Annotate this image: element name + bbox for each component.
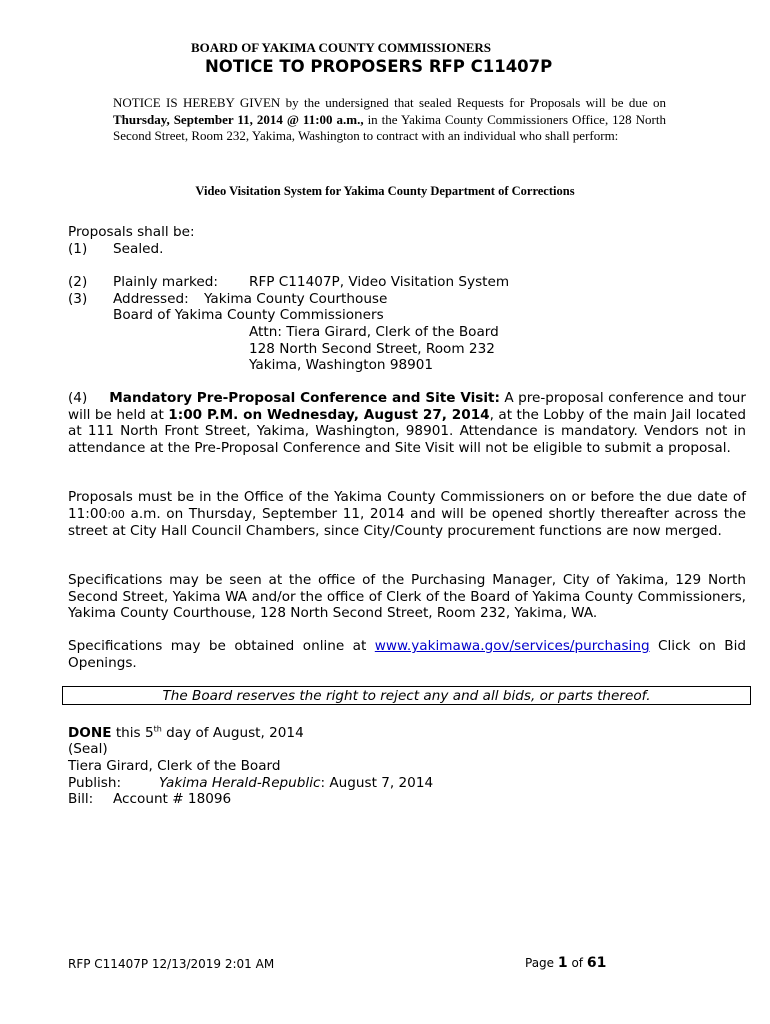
- page-of-label: of: [567, 956, 587, 970]
- publish-value: [159, 775, 433, 792]
- specs-seen-paragraph: Specifications may be seen at the office of the Purchasing Manager, City of Yakima, 129 North Second Street, Yakima WA and/or the office of Clerk of the Board of Yakima County Commissioners, Yakima County Courthouse, 128 North Second Street, Room 232, Yakima, WA.: [68, 572, 746, 622]
- due-paragraph: [68, 489, 746, 540]
- address-line-2: Board of Yakima County Commissioners: [113, 307, 384, 323]
- proposals-heading: Proposals shall be:: [68, 224, 195, 240]
- intro-due-date: Thursday, September 11, 2014 @ 11:00 a.m.,: [113, 111, 364, 127]
- item-4-text-1: A pre-proposal conference and tour will be held at: [68, 390, 746, 423]
- clerk-line: Tiera Girard, Clerk of the Board: [68, 758, 281, 774]
- seal-line: (Seal): [68, 741, 108, 757]
- specs-online-text-1: Specifications may be obtained online at: [68, 638, 375, 654]
- reservation-notice-box: [62, 686, 751, 705]
- item-2-label: Plainly marked:: [113, 274, 218, 290]
- page-title: NOTICE TO PROPOSERS RFP C11407P: [205, 57, 553, 76]
- publish-date: : August 7, 2014: [320, 775, 434, 791]
- page-current: 1: [557, 955, 568, 971]
- intro-text-2: in the Yakima County Commissioners Office, 128 North Second Street, Room 232, Yakima, Washington to contract with an individual who shall perform:: [113, 111, 666, 143]
- item-2-number: (2): [68, 274, 88, 290]
- due-text-small: :00: [107, 507, 125, 521]
- bill-value: Account # 18096: [113, 791, 232, 807]
- purchasing-link[interactable]: www.yakimawa.gov/services/purchasing: [374, 638, 650, 654]
- item-2-value: RFP C11407P, Video Visitation System: [249, 274, 510, 290]
- due-text-2: a.m. on Thursday, September 11, 2014 and will be opened shortly thereafter across the street at City Hall Council Chambers, since City/County procurement functions are now merged.: [68, 505, 746, 540]
- address-line-5: Yakima, Washington 98901: [249, 357, 434, 373]
- done-text-1: this 5: [111, 725, 154, 741]
- item-4-text-2: , at the Lobby of the main Jail located at 111 North Front Street, Yakima, Washington, 98901. Attendance is mandatory. Vendors not in attendance at the Pre-Proposal Conference and Site Visit will not be eligible to submit a proposal.: [68, 406, 746, 456]
- footer-document-id: RFP C11407P 12/13/2019 2:01 AM: [68, 957, 275, 971]
- page-label: Page: [525, 956, 558, 970]
- address-line-1: Yakima County Courthouse: [204, 291, 388, 307]
- intro-paragraph: [113, 95, 666, 145]
- item-3-number: (3): [68, 291, 88, 307]
- done-line: [68, 725, 304, 742]
- footer-page-number: [525, 955, 606, 972]
- item-4-paragraph: [68, 390, 746, 456]
- publish-label: Publish:: [68, 775, 122, 791]
- specs-online-text-2: Click on Bid Openings.: [68, 638, 746, 671]
- item-4-time: 1:00 P.M. on Wednesday, August 27, 2014: [168, 406, 490, 423]
- board-name: BOARD OF YAKIMA COUNTY COMMISSIONERS: [191, 40, 491, 55]
- project-title: Video Visitation System for Yakima County Department of Corrections: [195, 184, 575, 198]
- publish-paper: Yakima Herald-Republic: [159, 775, 321, 791]
- page-total: 61: [586, 955, 607, 971]
- reservation-notice: The Board reserves the right to reject any and all bids, or parts thereof.: [162, 688, 651, 704]
- item-3-label: Addressed:: [113, 291, 189, 307]
- intro-text-1: NOTICE IS HEREBY GIVEN by the undersigned that sealed Requests for Proposals will be due on: [113, 95, 666, 110]
- specs-online-paragraph: [68, 638, 746, 671]
- item-4-label: Mandatory Pre-Proposal Conference and Site Visit:: [109, 390, 500, 406]
- item-1-number: (1): [68, 241, 88, 257]
- bill-label: Bill:: [68, 791, 94, 807]
- item-1-text: Sealed.: [113, 241, 164, 257]
- address-line-3: Attn: Tiera Girard, Clerk of the Board: [249, 324, 499, 340]
- item-4-number: (4): [68, 390, 88, 406]
- due-text-1: Proposals must be in the Office of the Yakima County Commissioners on or before the due date of 11:00: [68, 489, 746, 522]
- done-label: DONE: [68, 725, 112, 741]
- done-text-2: day of August, 2014: [161, 725, 304, 741]
- address-line-4: 128 North Second Street, Room 232: [249, 341, 495, 357]
- done-sup: th: [153, 724, 162, 734]
